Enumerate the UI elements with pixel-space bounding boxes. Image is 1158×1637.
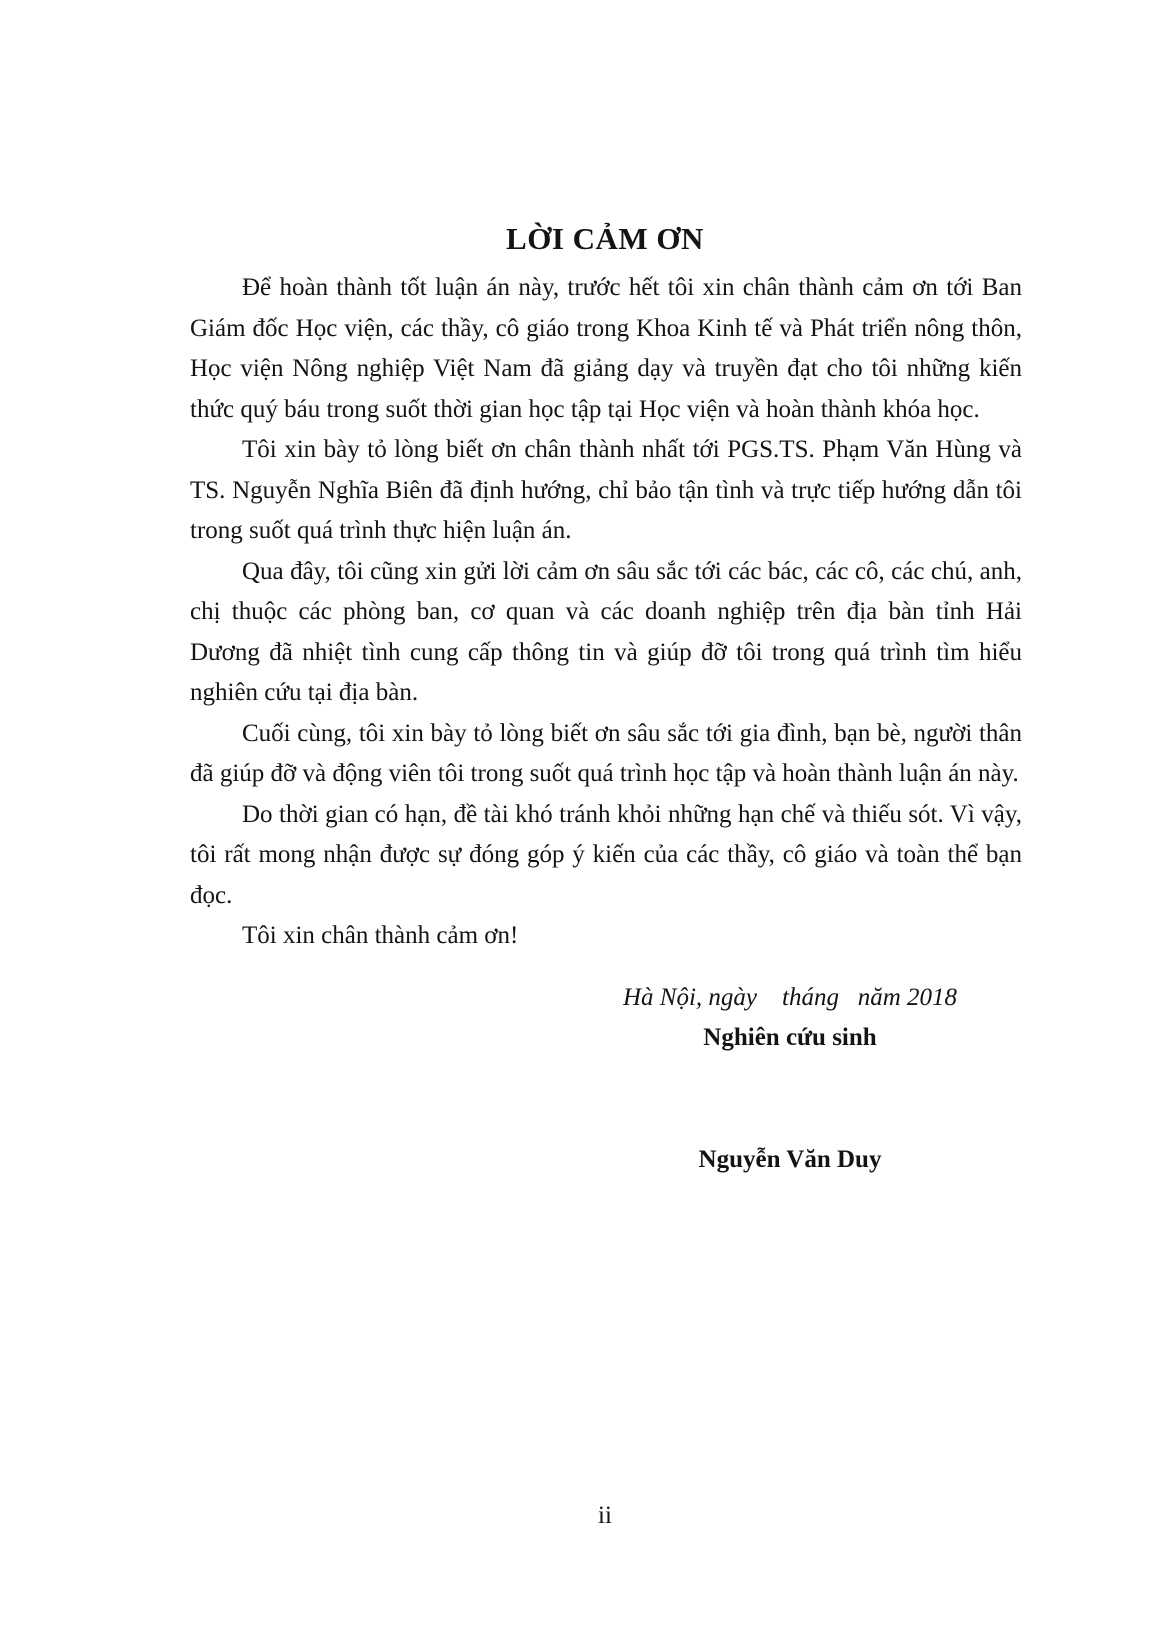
paragraph-5: Do thời gian có hạn, đề tài khó tránh khỏi những hạn chế và thiếu sót. Vì vậy, tôi rất mong nhận được sự đóng góp ý kiến của các thầy, cô giáo và toàn thể bạn đọc. <box>190 800 1022 909</box>
signature-block <box>490 978 1090 1181</box>
place-date-line: Hà Nội, ngày tháng năm 2018 <box>622 983 958 1011</box>
signer-name: Nguyễn Văn Duy <box>698 1145 882 1173</box>
document-title: LỜI CẢM ƠN <box>506 220 704 256</box>
paragraph-2: Tôi xin bày tỏ lòng biết ơn chân thành nhất tới PGS.TS. Phạm Văn Hùng và TS. Nguyễn Nghĩa Biên đã định hướng, chỉ bảo tận tình và trực tiếp hướng dẫn tôi trong suốt quá trình thực hiện luận án. <box>190 436 1022 544</box>
paragraph-closing-thanks: Tôi xin chân thành cảm ơn! <box>242 922 519 949</box>
page-number: ii <box>598 1502 612 1529</box>
signer-role: Nghiên cứu sinh <box>703 1024 877 1051</box>
document-body <box>190 268 1022 1180</box>
paragraph-4: Cuối cùng, tôi xin bày tỏ lòng biết ơn sâu sắc tới gia đình, bạn bè, người thân đã giúp đỡ và động viên tôi trong suốt quá trình học tập và hoàn thành luận án này. <box>190 719 1022 787</box>
paragraph-1: Để hoàn thành tốt luận án này, trước hết tôi xin chân thành cảm ơn tới Ban Giám đốc Học viện, các thầy, cô giáo trong Khoa Kinh tế và Phát triển nông thôn, Học viện Nông nghiệp Việt Nam đã giảng dạy và truyền đạt cho tôi những kiến thức quý báu trong suốt thời gian học tập tại Học viện và hoàn thành khóa học. <box>190 274 1022 423</box>
paragraph-3: Qua đây, tôi cũng xin gửi lời cảm ơn sâu sắc tới các bác, các cô, các chú, anh, chị thuộc các phòng ban, cơ quan và các doanh nghiệp trên địa bàn tỉnh Hải Dương đã nhiệt tình cung cấp thông tin và giúp đỡ tôi trong quá trình tìm hiểu nghiên cứu tại địa bàn. <box>190 557 1022 706</box>
